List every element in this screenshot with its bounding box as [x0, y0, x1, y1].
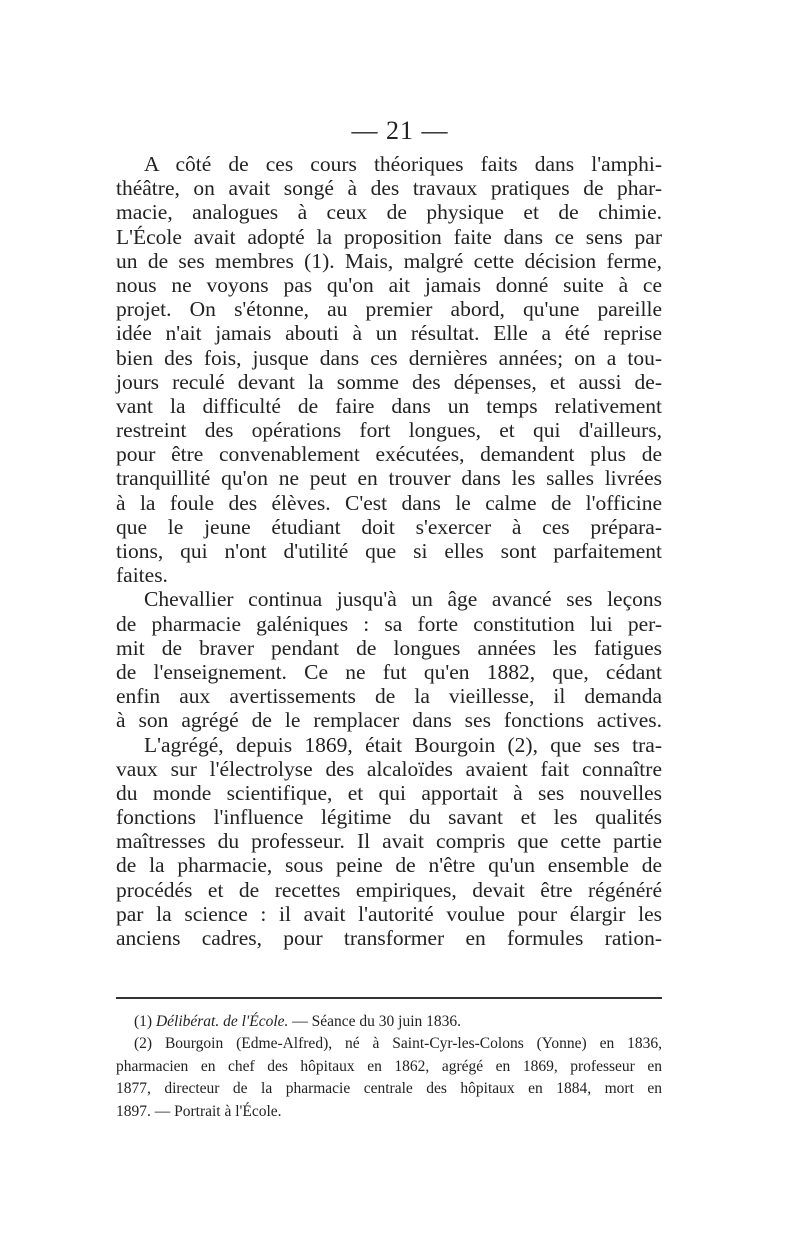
- paragraph-2: [116, 587, 662, 732]
- footnote-divider: [116, 997, 662, 999]
- footnote-text: — Séance du 30 juin 1836.: [288, 1013, 462, 1030]
- text-line: à la foule des élèves. C'est dans le calme de l'officine: [116, 490, 662, 515]
- text-line: bien des fois, jusque dans ces dernières années; on a tou-: [116, 345, 662, 370]
- text-line: jours reculé devant la somme des dépenses, et aussi de-: [116, 369, 662, 394]
- text-line: macie, analogues à ceux de physique et de chimie.: [116, 200, 662, 225]
- text-line: L'agrégé, depuis 1869, était Bourgoin (2), que ses tra-: [144, 732, 662, 757]
- text-line: Chevallier continua jusqu'à un âge avancé ses leçons: [144, 587, 662, 612]
- page-number: — 21 —: [351, 116, 449, 145]
- paragraph-3: [116, 733, 662, 951]
- footnote-2-line: pharmacien en chef des hôpitaux en 1862, agrégé en 1869, professeur en: [116, 1057, 662, 1075]
- text-line: anciens cadres, pour transformer en formules ration-: [116, 926, 662, 950]
- footnote-2-line: 1897. — Portrait à l'École.: [116, 1102, 282, 1120]
- text-line: procédés et de recettes empiriques, devait être régénéré: [116, 877, 662, 902]
- footnote-1: [116, 1011, 662, 1033]
- text-line: projet. On s'étonne, au premier abord, qu'une pareille: [116, 297, 662, 322]
- text-line: maîtresses du professeur. Il avait compris que cette partie: [116, 829, 662, 854]
- text-line: restreint des opérations fort longues, et qui d'ailleurs,: [116, 418, 662, 443]
- text-line: L'École avait adopté la proposition faite dans ce sens par: [116, 224, 662, 249]
- text-line: A côté de ces cours théoriques faits dans l'amphi-: [144, 152, 662, 176]
- text-line: de pharmacie galéniques : sa forte constitution lui per-: [116, 611, 662, 636]
- text-line: fonctions l'influence légitime du savant et les qualités: [116, 805, 662, 830]
- text-line: tions, qui n'ont d'utilité que si elles sont parfaitement: [116, 539, 662, 563]
- text-line: du monde scientifique, et qui apportait à ses nouvelles: [116, 780, 662, 805]
- footnote-citation: Délibérat. de l'École.: [155, 1013, 289, 1030]
- footnote-2-line: (2) Bourgoin (Edme-Alfred), né à Saint-Cyr-les-Colons (Yonne) en 1836,: [134, 1035, 662, 1053]
- text-line: pour être convenablement exécutées, demandent plus de: [116, 442, 662, 467]
- text-line: théâtre, on avait songé à des travaux pratiques de phar-: [116, 176, 662, 201]
- paragraph-1: [116, 152, 662, 587]
- text-line: enfin aux avertissements de la vieillesse, il demanda: [116, 684, 662, 709]
- text-line: par la science : il avait l'autorité voulue pour élargir les: [116, 901, 662, 926]
- text-line: de l'enseignement. Ce ne fut qu'en 1882, que, cédant: [116, 659, 662, 684]
- footnote-marker: (1): [134, 1013, 153, 1030]
- text-line: faites.: [116, 563, 168, 588]
- text-line: un de ses membres (1). Mais, malgré cette décision ferme,: [116, 248, 662, 273]
- text-line: vant la difficulté de faire dans un temps relativement: [116, 393, 662, 418]
- text-line: idée n'ait jamais abouti à un résultat. Elle a été reprise: [116, 321, 662, 346]
- text-line: de la pharmacie, sous peine de n'être qu'un ensemble de: [116, 853, 662, 878]
- text-line: mit de braver pendant de longues années les fatigues: [116, 635, 662, 660]
- footnote-2-line: 1877, directeur de la pharmacie centrale des hôpitaux en 1884, mort en: [116, 1080, 662, 1098]
- text-line: que le jeune étudiant doit s'exercer à ces prépara-: [116, 514, 662, 539]
- text-line: vaux sur l'électrolyse des alcaloïdes avaient fait connaître: [116, 756, 662, 781]
- text-line: nous ne voyons pas qu'on ait jamais donné suite à ce: [116, 272, 662, 297]
- text-line: à son agrégé de le remplacer dans ses fonctions actives.: [116, 708, 662, 733]
- text-line: tranquillité qu'on ne peut en trouver dans les salles livrées: [116, 466, 662, 491]
- footnotes: [116, 1011, 662, 1123]
- main-text: [116, 152, 662, 950]
